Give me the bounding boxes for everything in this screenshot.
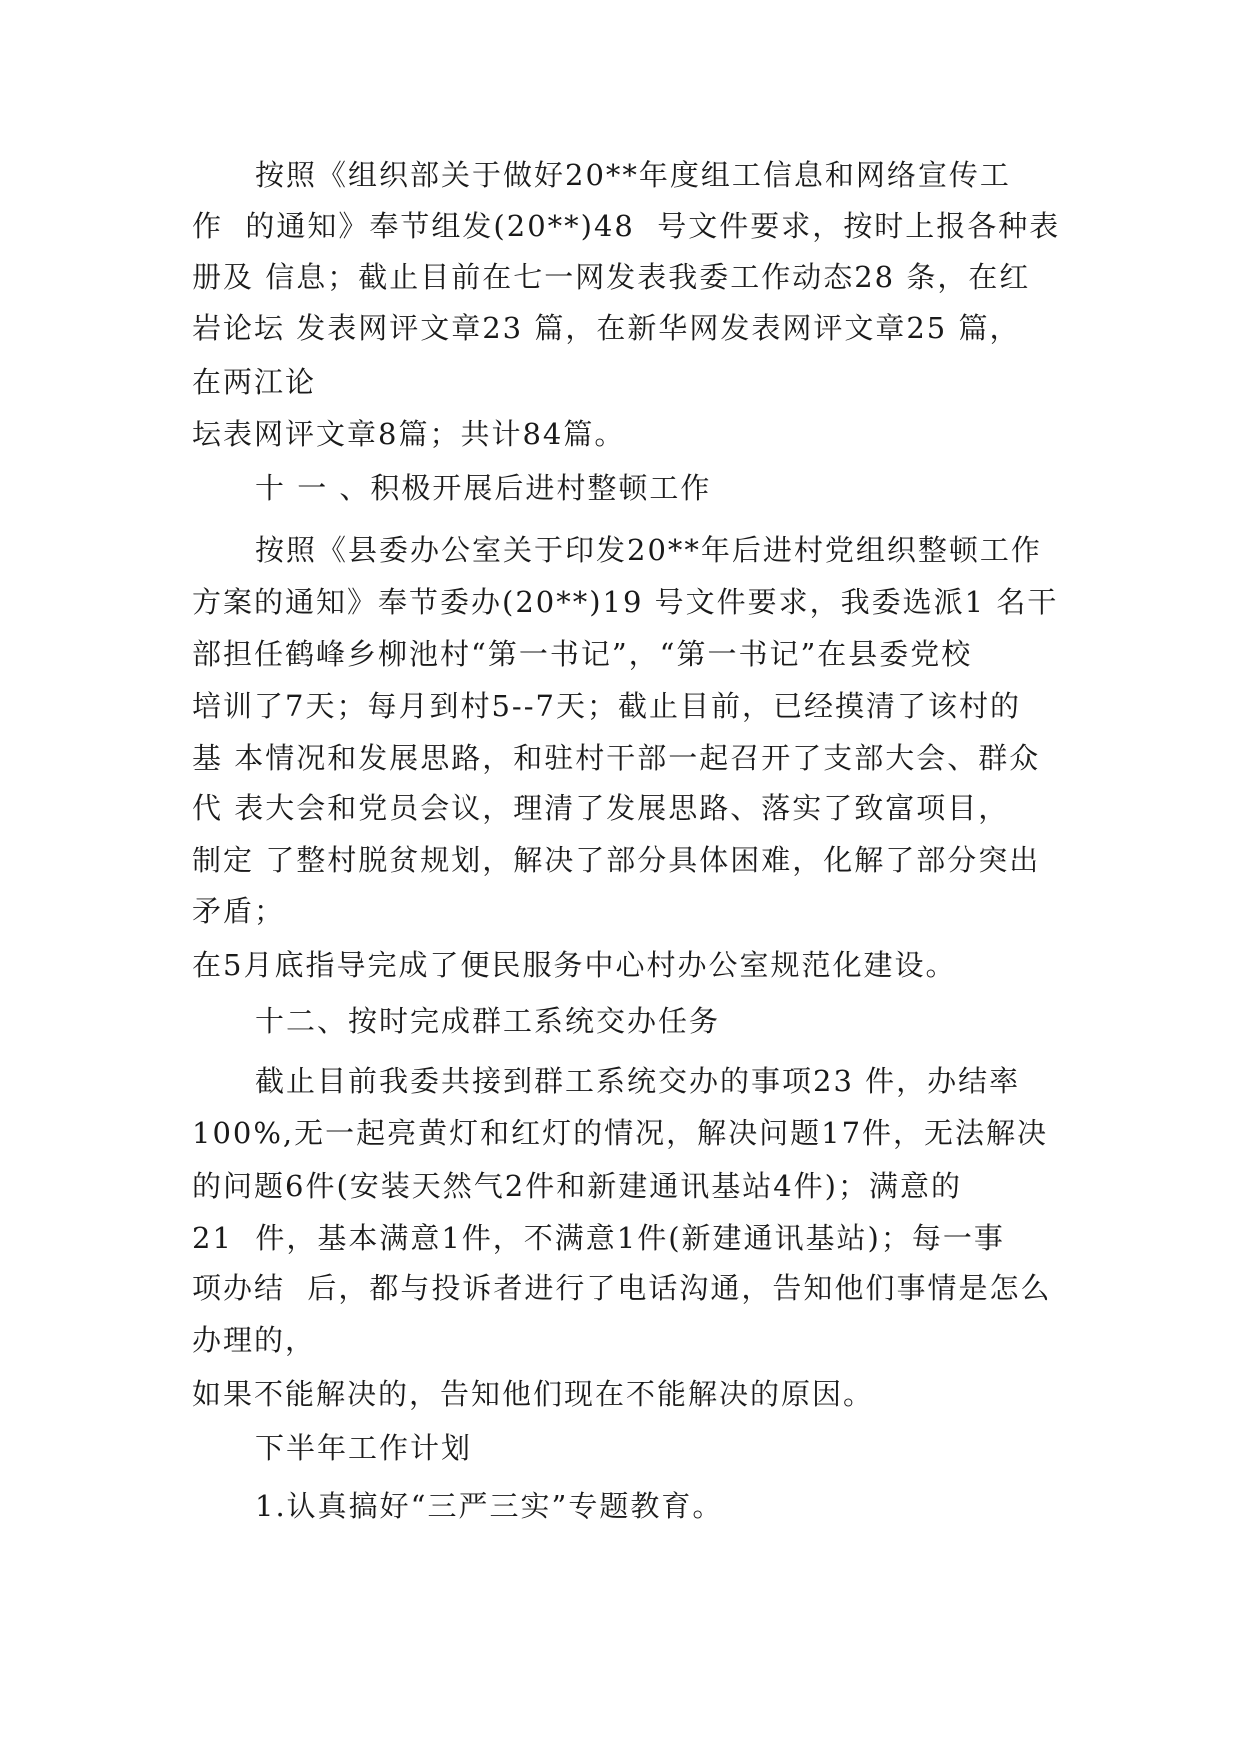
- paragraph-line: 基 本情况和发展思路，和驻村干部一起召开了支部大会、群众: [192, 741, 1041, 775]
- section-heading: 十二、按时完成群工系统交办任务: [255, 1004, 721, 1038]
- paragraph-line: 的问题6件(安装天然气2件和新建通讯基站4件)；满意的: [192, 1169, 962, 1203]
- paragraph-line: 在5月底指导完成了便民服务中心村办公室规范化建设。: [192, 948, 957, 982]
- paragraph-line: 作 的通知》奉节组发(20**)48 号文件要求，按时上报各种表: [192, 209, 1061, 243]
- paragraph-line: 100%,无一起亮黄灯和红灯的情况，解决问题17件，无法解决: [192, 1116, 1049, 1150]
- paragraph-line: 册及 信息；截止目前在七一网发表我委工作动态28 条，在红: [192, 260, 1031, 294]
- paragraph-line: 培训了7天；每月到村5--7天；截止目前，已经摸清了该村的: [192, 689, 1021, 723]
- paragraph-line: 项办结 后，都与投诉者进行了电话沟通，告知他们事情是怎么: [192, 1271, 1052, 1305]
- paragraph-line: 办理的，: [192, 1323, 317, 1357]
- paragraph-line: 21 件，基本满意1件，不满意1件(新建通讯基站)；每一事: [192, 1221, 1005, 1255]
- paragraph-line: 代 表大会和党员会议，理清了发展思路、落实了致富项目，: [192, 791, 1010, 825]
- paragraph-line: 截止目前我委共接到群工系统交办的事项23 件，办结率: [255, 1064, 1021, 1098]
- paragraph-line: 按照《县委办公室关于印发20**年后进村党组织整顿工作: [255, 533, 1042, 567]
- paragraph-line: 制定 了整村脱贫规划，解决了部分具体困难，化解了部分突出: [192, 843, 1041, 877]
- paragraph-line: 方案的通知》奉节委办(20**)19 号文件要求，我委选派1 名干: [192, 585, 1059, 619]
- paragraph-line: 部担任鹤峰乡柳池村“第一书记”，“第一书记”在县委党校: [192, 637, 973, 671]
- paragraph-line: 如果不能解决的，告知他们现在不能解决的原因。: [192, 1377, 875, 1411]
- section-heading: 十 一 、积极开展后进村整顿工作: [255, 471, 712, 505]
- paragraph-line: 按照《组织部关于做好20**年度组工信息和网络宣传工: [255, 158, 1011, 192]
- section-heading: 下半年工作计划: [255, 1431, 473, 1465]
- paragraph-line: 矛盾；: [192, 894, 286, 928]
- paragraph-line: 坛表网评文章8篇；共计84篇。: [192, 417, 626, 451]
- paragraph-line: 岩论坛 发表网评文章23 篇，在新华网发表网评文章25 篇，: [192, 311, 1021, 345]
- paragraph-line: 在两江论: [192, 365, 317, 399]
- list-item: 1.认真搞好“三严三实”专题教育。: [255, 1489, 724, 1523]
